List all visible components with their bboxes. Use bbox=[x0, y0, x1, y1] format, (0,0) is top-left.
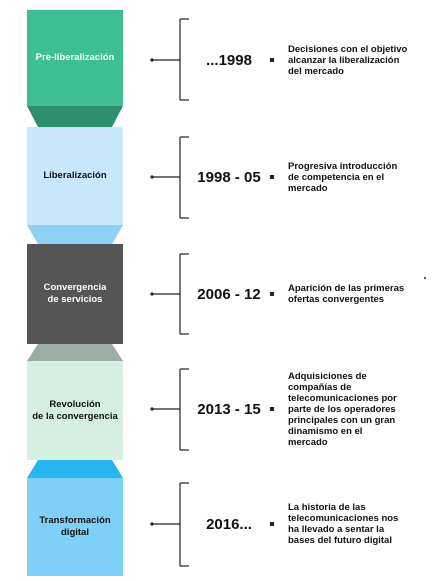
connector-dot-3 bbox=[150, 292, 153, 295]
stage-label-3: Convergencia de servicios bbox=[43, 282, 107, 305]
connector-dot-4 bbox=[150, 407, 153, 410]
description-4 bbox=[288, 364, 424, 454]
stage-label-5: Transformación digital bbox=[39, 515, 111, 538]
description-3 bbox=[288, 279, 424, 309]
bracket-3 bbox=[152, 254, 189, 334]
description-5-text: La historia de las telecomunicaciones nos ha llevado a sentar la bases del futuro digital bbox=[288, 502, 399, 546]
description-1 bbox=[288, 40, 424, 80]
bracket-2 bbox=[152, 137, 189, 218]
period-1: ...1998 bbox=[206, 51, 252, 69]
bullet-1 bbox=[270, 58, 274, 62]
stage-connector-1 bbox=[27, 106, 123, 127]
bullet-4 bbox=[270, 407, 274, 411]
connector-dot-2 bbox=[150, 175, 153, 178]
connector-dot-5 bbox=[150, 522, 153, 525]
period-3: 2006 - 12 bbox=[197, 285, 261, 303]
description-3-text: Aparición de las primeras ofertas convergentes bbox=[288, 283, 405, 305]
description-2 bbox=[288, 157, 424, 197]
period-4: 2013 - 15 bbox=[197, 400, 261, 418]
bullet-3 bbox=[270, 292, 274, 296]
period-2: 1998 - 05 bbox=[197, 168, 261, 186]
bracket-4 bbox=[152, 369, 189, 450]
stage-connector-2 bbox=[27, 225, 123, 244]
description-4-text: Adquisiciones de compañías de telecomunicaciones por parte de los operadores principales con un gran dinamismo en el mercado bbox=[288, 370, 397, 448]
stray-dot bbox=[424, 277, 426, 279]
bullet-5 bbox=[270, 522, 274, 526]
stage-label-2: Liberalización bbox=[43, 170, 107, 181]
bracket-1 bbox=[152, 19, 189, 100]
description-1-text: Decisiones con el objetivo alcanzar la liberalización del mercado bbox=[288, 43, 408, 77]
stage-label-1: Pre-liberalización bbox=[35, 52, 115, 63]
description-2-text: Progresiva introducción de competencia en el mercado bbox=[288, 160, 398, 194]
bullet-2 bbox=[270, 175, 274, 179]
stage-connector-4 bbox=[27, 460, 123, 478]
period-5: 2016... bbox=[206, 515, 252, 533]
connector-dot-1 bbox=[150, 58, 153, 61]
stage-connector-3 bbox=[27, 344, 123, 361]
stage-label-4: Revolución de la convergencia bbox=[32, 398, 118, 422]
description-5 bbox=[288, 498, 424, 550]
bracket-5 bbox=[152, 483, 189, 566]
